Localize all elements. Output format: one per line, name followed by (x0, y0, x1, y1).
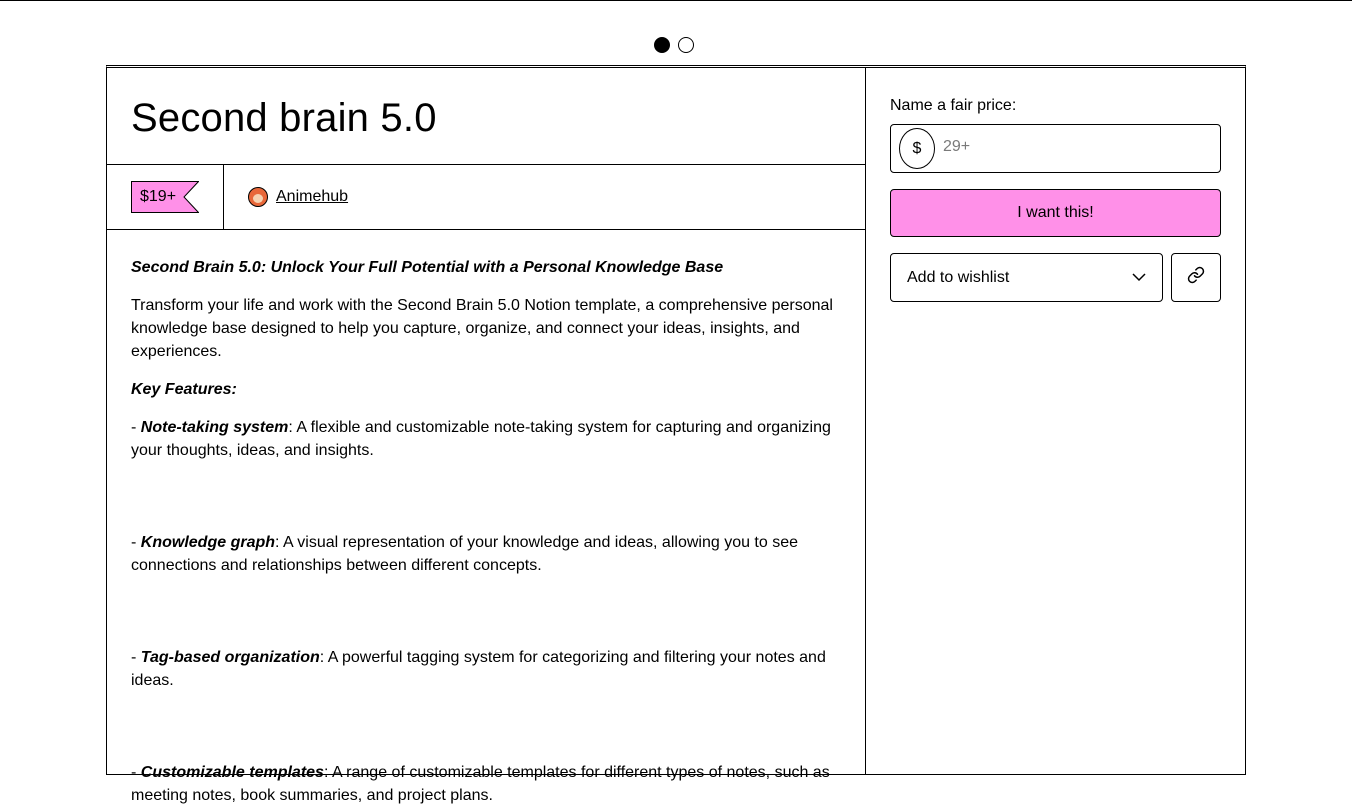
currency-symbol: $ (899, 128, 935, 169)
link-icon (1187, 266, 1205, 289)
creator (224, 165, 348, 229)
product-meta (107, 165, 865, 230)
carousel-indicator (654, 37, 694, 53)
features-heading: Key Features: (131, 381, 237, 398)
price-cell (107, 165, 224, 229)
product-title: Second brain 5.0 (131, 96, 437, 140)
description-intro: Transform your life and work with the Second Brain 5.0 Notion template, a comprehensive personal knowledge base designed to help you capture, organize, and connect your ideas, insights, and experiences. (131, 297, 833, 360)
avatar[interactable] (248, 187, 268, 207)
product-description (107, 230, 865, 807)
product-details (107, 68, 866, 804)
add-to-wishlist-button[interactable] (890, 253, 1163, 302)
product-card (106, 65, 1246, 804)
feature-item: - Tag-based organization: A powerful tagging system for categorizing and filtering your notes and ideas. (131, 649, 826, 689)
chevron-down-icon (1132, 269, 1146, 287)
wishlist-label: Add to wishlist (907, 268, 1010, 286)
buy-button[interactable]: I want this! (890, 189, 1221, 237)
title-section (107, 68, 865, 165)
price-label: Name a fair price: (890, 97, 1017, 114)
top-divider (0, 0, 1352, 1)
feature-item: - Knowledge graph: A visual representation of your knowledge and ideas, allowing you to see connections and relationships between different concepts. (131, 534, 799, 574)
carousel-dot-2[interactable] (678, 37, 694, 53)
purchase-panel (866, 68, 1245, 774)
price-badge-label: $19+ (140, 188, 177, 205)
price-field[interactable] (890, 124, 1221, 173)
price-input[interactable] (941, 137, 1205, 157)
price-badge (131, 181, 199, 213)
feature-item: - Customizable templates: A range of customizable templates for different types of notes, such as meeting notes, book summaries, and project plans. (131, 764, 830, 804)
carousel-dot-1[interactable] (654, 37, 670, 53)
creator-link[interactable]: Animehub (276, 188, 349, 205)
description-heading: Second Brain 5.0: Unlock Your Full Potential with a Personal Knowledge Base (131, 259, 724, 276)
share-link-button[interactable] (1171, 253, 1221, 302)
feature-item: - Note-taking system: A flexible and customizable note-taking system for capturing and organizing your thoughts, ideas, and insights. (131, 419, 831, 459)
secondary-actions (890, 253, 1221, 302)
